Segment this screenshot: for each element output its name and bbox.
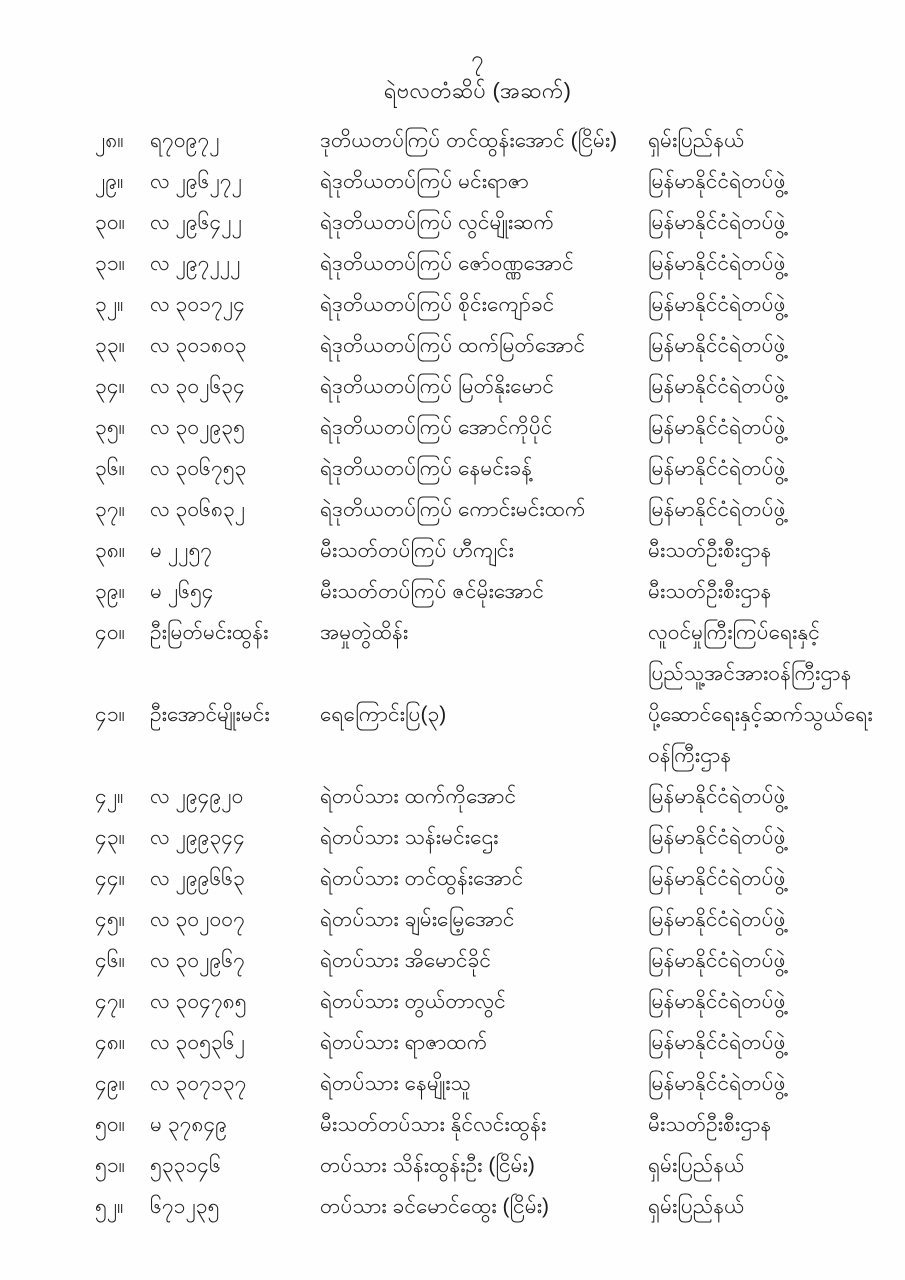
list-row: [0, 530, 905, 571]
list-row: [0, 612, 905, 694]
list-row: [0, 325, 905, 366]
document-header: [95, 0, 860, 106]
serial-id: လ ၃၀၆၇၅၃: [150, 457, 247, 480]
organization: [648, 1104, 885, 1145]
row-number: ၃၃။: [95, 334, 125, 357]
rank-and-name: ရဲတပ်သား သန်းမင်းဌေး: [320, 826, 499, 849]
organization-line: မြန်မာနိုင်ငံရဲတပ်ဖွဲ့: [648, 826, 786, 849]
serial-id: လ ၃၀၁၈၀၃: [150, 334, 247, 357]
serial-id: လ ၂၉၆၂၇၂: [150, 170, 242, 193]
organization-line: မြန်မာနိုင်ငံရဲတပ်ဖွဲ့: [648, 457, 786, 480]
row-number: ၄၅။: [95, 908, 125, 931]
rank-and-name: အမှုတွဲထိန်း: [320, 621, 409, 644]
list-row: [0, 858, 905, 899]
list-row: [0, 161, 905, 202]
serial-id: လ ၃၀၅၃၆၂: [150, 1031, 245, 1054]
rank-and-name: ရဲဒုတိယတပ်ကြပ် မင်းရာဇာ: [320, 170, 529, 193]
list-row: [0, 571, 905, 612]
organization: [648, 981, 885, 1022]
organization: [648, 284, 885, 325]
list-row: [0, 694, 905, 776]
serial-id: လ ၂၉၇၂၂၂: [150, 252, 241, 275]
organization-line: မြန်မာနိုင်ငံရဲတပ်ဖွဲ့: [648, 375, 786, 398]
organization-line: မြန်မာနိုင်ငံရဲတပ်ဖွဲ့: [648, 1072, 786, 1095]
list-row: [0, 407, 905, 448]
list-row: [0, 1104, 905, 1145]
organization-line: မြန်မာနိုင်ငံရဲတပ်ဖွဲ့: [648, 211, 786, 234]
organization: [648, 817, 885, 858]
organization-line: ရှမ်းပြည်နယ်: [648, 1154, 745, 1177]
row-number: ၃၅။: [95, 416, 125, 439]
row-number: ၃၆။: [95, 457, 125, 480]
row-number: ၄၄။: [95, 867, 125, 890]
organization: [648, 448, 885, 489]
organization-line: ပြည်သူ့အင်အားဝန်ကြီးဌာန: [648, 662, 852, 685]
rank-and-name: ရဲတပ်သား ထက်ကိုအောင်: [320, 785, 517, 808]
organization: [648, 366, 885, 407]
serial-id: လ ၂၉၆၄၂၂: [150, 211, 242, 234]
row-number: ၄၆။: [95, 949, 125, 972]
organization: [648, 202, 885, 243]
row-number: ၂၉။: [95, 170, 124, 193]
row-number: ၄၂။: [95, 785, 124, 808]
organization: [648, 489, 885, 530]
serial-id: ၅၃၃၁၄၆: [150, 1154, 221, 1177]
serial-id: လ ၂၉၉၃၄၄: [150, 826, 245, 849]
serial-id: လ ၂၉၄၉၂၀: [150, 785, 244, 808]
row-number: ၅၀။: [95, 1113, 125, 1136]
row-number: ၃၉။: [95, 580, 125, 603]
organization: [648, 325, 885, 366]
serial-id: ဦးမြတ်မင်းထွန်း: [150, 621, 269, 644]
organization-line: ဝန်ကြီးဌာန: [648, 744, 732, 767]
organization: [648, 120, 885, 161]
list-row: [0, 1186, 905, 1227]
rank-and-name: ရေကြောင်းပြ(၃): [320, 703, 447, 726]
serial-id: လ ၃၀၂၉၃၅: [150, 416, 245, 439]
organization: [648, 940, 885, 981]
organization-line: ပို့ဆောင်ရေးနှင့်ဆက်သွယ်ရေး: [648, 703, 873, 726]
serial-id: လ ၃၀၇၁၃၇: [150, 1072, 247, 1095]
organization: [648, 858, 885, 899]
row-number: ၄၁။: [95, 703, 125, 726]
rank-and-name: ရဲဒုတိယတပ်ကြပ် ဇော်ဝဏ္ဏအောင်: [320, 252, 574, 275]
list-row: [0, 120, 905, 161]
row-number: ၃၇။: [95, 498, 125, 521]
list-row: [0, 202, 905, 243]
organization: [648, 407, 885, 448]
organization-line: မြန်မာနိုင်ငံရဲတပ်ဖွဲ့: [648, 334, 786, 357]
list-row: [0, 981, 905, 1022]
row-number: ၂၈။: [95, 129, 124, 152]
organization: [648, 1145, 885, 1186]
row-number: ၄၈။: [95, 1031, 126, 1054]
organization: [648, 612, 885, 694]
row-number: ၃၈။: [95, 539, 126, 562]
organization-line: မြန်မာနိုင်ငံရဲတပ်ဖွဲ့: [648, 785, 786, 808]
organization-line: မြန်မာနိုင်ငံရဲတပ်ဖွဲ့: [648, 170, 786, 193]
row-number: ၅၁။: [95, 1154, 125, 1177]
serial-id: လ ၃၀၆၈၃၂: [150, 498, 246, 521]
list-row: [0, 940, 905, 981]
organization: [648, 899, 885, 940]
organization-line: မီးသတ်ဦးစီးဌာန: [648, 539, 772, 562]
organization-line: မီးသတ်ဦးစီးဌာန: [648, 1113, 772, 1136]
row-number: ၃၄။: [95, 375, 125, 398]
organization-line: မြန်မာနိုင်ငံရဲတပ်ဖွဲ့: [648, 949, 786, 972]
organization-line: လူဝင်မှုကြီးကြပ်ရေးနှင့်: [648, 621, 820, 644]
rank-and-name: မီးသတ်တပ်သား နိုင်လင်းထွန်း: [320, 1113, 547, 1136]
rank-and-name: တပ်သား ခင်မောင်ထွေး (ငြိမ်း): [320, 1195, 550, 1218]
list-row: [0, 817, 905, 858]
document-title: ရဲဗလတံဆိပ် (အဆက်): [383, 78, 572, 103]
rank-and-name: ရဲဒုတိယတပ်ကြပ် မြတ်နိုးမောင်: [320, 375, 554, 398]
organization-line: မြန်မာနိုင်ငံရဲတပ်ဖွဲ့: [648, 416, 786, 439]
organization: [648, 1022, 885, 1063]
organization: [648, 530, 885, 571]
rank-and-name: မီးသတ်တပ်ကြပ် ဟီကျင်း: [320, 539, 514, 562]
rank-and-name: ရဲတပ်သား တွယ်တာလွင်: [320, 990, 506, 1013]
organization-line: ရှမ်းပြည်နယ်: [648, 129, 745, 152]
rank-and-name: ရဲတပ်သား ရာဇာထက်: [320, 1031, 488, 1054]
serial-id: လ ၃၀၄၇၈၅: [150, 990, 247, 1013]
row-number: ၄၉။: [95, 1072, 125, 1095]
serial-id: ၆၇၁၂၃၅: [150, 1195, 220, 1218]
serial-id: မ ၃၇၈၄၉: [150, 1113, 228, 1136]
rank-and-name: ရဲဒုတိယတပ်ကြပ် ကောင်းမင်းထက်: [320, 498, 586, 521]
organization: [648, 571, 885, 612]
rank-and-name: ရဲဒုတိယတပ်ကြပ် လွင်မျိုးဆက်: [320, 211, 555, 234]
rank-and-name: ရဲဒုတိယတပ်ကြပ် အောင်ကိုပိုင်: [320, 416, 553, 439]
organization-line: မြန်မာနိုင်ငံရဲတပ်ဖွဲ့: [648, 990, 786, 1013]
list-row: [0, 1063, 905, 1104]
list-row: [0, 1145, 905, 1186]
list-row: [0, 284, 905, 325]
row-number: ၄၃။: [95, 826, 125, 849]
organization: [648, 1063, 885, 1104]
list-row: [0, 899, 905, 940]
rank-and-name: ရဲတပ်သား အိမောင်ခိုင်: [320, 949, 492, 972]
serial-id: မ ၂၂၅၇: [150, 539, 213, 562]
row-number: ၃၀။: [95, 211, 125, 234]
serial-id: မ ၂၆၅၄: [150, 580, 214, 603]
organization: [648, 243, 885, 284]
list-row: [0, 243, 905, 284]
organization-line: မြန်မာနိုင်ငံရဲတပ်ဖွဲ့: [648, 1031, 786, 1054]
row-number: ၅၂။: [95, 1195, 124, 1218]
organization-line: မြန်မာနိုင်ငံရဲတပ်ဖွဲ့: [648, 252, 786, 275]
row-number: ၃၁။: [95, 252, 125, 275]
serial-id: လ ၃၀၂၆၃၄: [150, 375, 245, 398]
rank-and-name: ရဲဒုတိယတပ်ကြပ် စိုင်းကျော်ခင်: [320, 293, 555, 316]
organization-line: မြန်မာနိုင်ငံရဲတပ်ဖွဲ့: [648, 908, 786, 931]
rank-and-name: ရဲဒုတိယတပ်ကြပ် ထက်မြတ်အောင်: [320, 334, 586, 357]
organization-line: မြန်မာနိုင်ငံရဲတပ်ဖွဲ့: [648, 867, 786, 890]
serial-id: ဦးအောင်မျိုးမင်း: [150, 703, 270, 726]
organization-line: မီးသတ်ဦးစီးဌာန: [648, 580, 772, 603]
serial-id: လ ၂၉၉၆၆၃: [150, 867, 245, 890]
rank-and-name: ဒုတိယတပ်ကြပ် တင်ထွန်းအောင် (ငြိမ်း): [320, 129, 618, 152]
list-row: [0, 1022, 905, 1063]
medal-recipient-list: [0, 120, 905, 1227]
list-row: [0, 489, 905, 530]
rank-and-name: ရဲတပ်သား နေမျိုးသူ: [320, 1072, 471, 1095]
rank-and-name: မီးသတ်တပ်ကြပ် ဇင်မိုးအောင်: [320, 580, 544, 603]
page-number: ၇: [471, 46, 484, 71]
organization-line: မြန်မာနိုင်ငံရဲတပ်ဖွဲ့: [648, 293, 786, 316]
serial-id: လ ၃၀၂၀၀၇: [150, 908, 245, 931]
rank-and-name: ရဲတပ်သား တင်ထွန်းအောင်: [320, 867, 524, 890]
organization: [648, 1186, 885, 1227]
organization-line: ရှမ်းပြည်နယ်: [648, 1195, 745, 1218]
organization-line: မြန်မာနိုင်ငံရဲတပ်ဖွဲ့: [648, 498, 786, 521]
organization: [648, 776, 885, 817]
row-number: ၃၂။: [95, 293, 124, 316]
rank-and-name: ရဲဒုတိယတပ်ကြပ် နေမင်းခန့်: [320, 457, 533, 480]
organization: [648, 694, 885, 776]
rank-and-name: တပ်သား သိန်းထွန်းဦး (ငြိမ်း): [320, 1154, 535, 1177]
list-row: [0, 448, 905, 489]
rank-and-name: ရဲတပ်သား ချမ်းမြေ့အောင်: [320, 908, 515, 931]
list-row: [0, 366, 905, 407]
serial-id: လ ၃၀၁၇၂၄: [150, 293, 245, 316]
list-row: [0, 776, 905, 817]
row-number: ၄၇။: [95, 990, 125, 1013]
serial-id: လ ၃၀၂၉၆၇: [150, 949, 245, 972]
row-number: ၄၀။: [95, 621, 125, 644]
organization: [648, 161, 885, 202]
serial-id: ရ၇၀၉၇၂: [150, 129, 220, 152]
